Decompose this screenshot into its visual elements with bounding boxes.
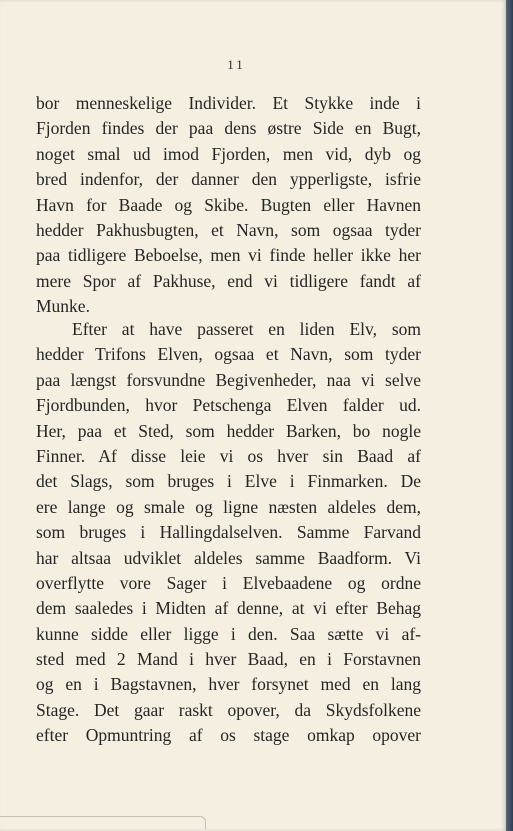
text-line: Fjorden findes der paa dens østre Side en Bugt, xyxy=(36,118,421,139)
text-line: paa tidligere Beboelse, men vi finde heller ikke her xyxy=(36,245,421,266)
text-line: Finner. Af disse leie vi os hver sin Baad af xyxy=(36,445,421,466)
text-line: ere lange og smale og ligne næsten aldeles dem, xyxy=(36,496,421,517)
text-line: og en i Bagstavnen, hver forsynet med en lang xyxy=(36,674,421,695)
text-line: som bruges i Hallingdalselven. Samme Farvand xyxy=(36,522,421,543)
page-bottom-rule xyxy=(0,816,206,829)
scan-background-edge xyxy=(506,0,513,831)
text-line: mere Spor af Pakhuse, end vi tidligere fandt af xyxy=(36,270,421,291)
text-line: bred indenfor, der danner den ypperligste, isfrie xyxy=(36,169,421,190)
page-number: 11 xyxy=(227,57,246,72)
text-line: hedder Pakhusbugten, et Navn, som ogsaa tyder xyxy=(36,219,421,240)
paragraph-1 xyxy=(36,91,421,320)
text-line: Havn for Baade og Skibe. Bugten eller Havnen xyxy=(36,194,421,215)
text-line: dem saaledes i Midten af denne, at vi efter Behag xyxy=(36,598,421,619)
text-line: paa længst forsvundne Begivenheder, naa vi selve xyxy=(36,369,421,390)
text-line: Munke. xyxy=(36,296,90,317)
text-line: noget smal ud imod Fjorden, men vid, dyb og xyxy=(36,143,421,164)
text-line: efter Opmuntring af os stage omkap opover xyxy=(36,725,421,746)
paragraph-2 xyxy=(36,317,421,749)
text-line: sted med 2 Mand i hver Baad, en i Forstavnen xyxy=(36,649,421,670)
text-line: overflytte vore Sager i Elvebaadene og ordne xyxy=(36,572,421,593)
text-line: det Slags, som bruges i Elve i Finmarken. De xyxy=(36,471,421,492)
text-line: Her, paa et Sted, som hedder Barken, bo nogle xyxy=(36,420,421,441)
text-line: har altsaa udviklet aldeles samme Baadform. Vi xyxy=(36,547,421,568)
text-line: Stage. Det gaar raskt opover, da Skydsfolkene xyxy=(36,699,421,720)
text-line: kunne sidde eller ligge i den. Saa sætte vi af- xyxy=(36,623,421,644)
text-line: Fjordbunden, hvor Petschenga Elven falder ud. xyxy=(36,395,421,416)
text-line: Efter at have passeret en liden Elv, som xyxy=(72,319,421,339)
text-line: hedder Trifons Elven, ogsaa et Navn, som tyder xyxy=(36,344,421,365)
text-line: bor menneskelige Individer. Et Stykke inde i xyxy=(36,93,421,113)
